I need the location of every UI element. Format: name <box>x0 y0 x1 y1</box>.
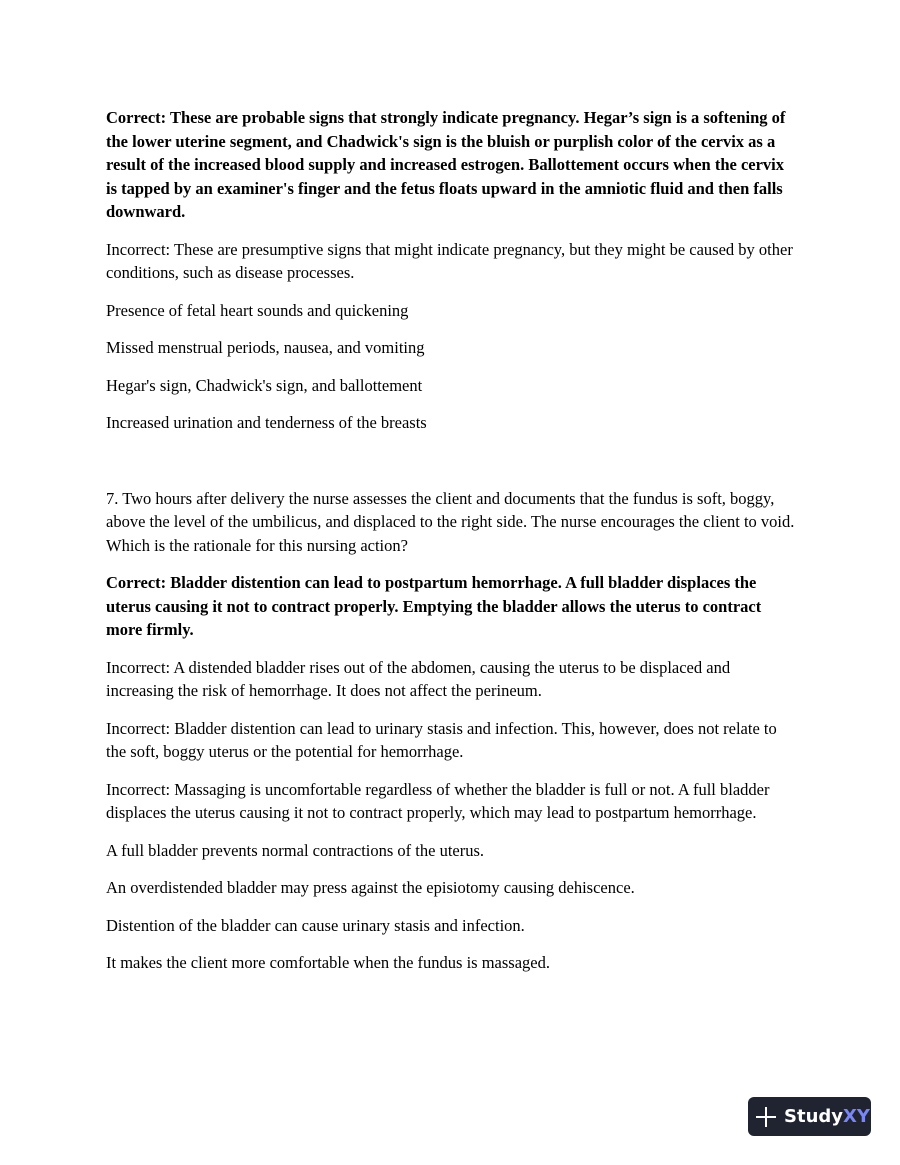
answer-option: An overdistended bladder may press against the episiotomy causing dehiscence. <box>106 878 635 897</box>
correct-rationale: Correct: These are probable signs that strongly indicate pregnancy. Hegar’s sign is a softening of the lower uterine segment, and Chadwick's sign is the bluish or purplish color of the cervix as a result of the increased blood supply and increased estrogen. Ballottement occurs when the cervix is tapped by an examiner's finger and the fetus floats upward in the amniotic fluid and then falls downward. <box>106 108 786 221</box>
incorrect-rationale: Incorrect: These are presumptive signs that might indicate pregnancy, but they might be caused by other conditions, such as disease processes. <box>106 239 793 282</box>
logo-text-study: Study <box>784 1106 844 1127</box>
answer-option: Presence of fetal heart sounds and quickening <box>106 300 409 320</box>
section-spacer <box>106 449 796 487</box>
answer-option: Distention of the bladder can cause urinary stasis and infection. <box>106 915 525 935</box>
document-page <box>106 106 796 989</box>
correct-rationale: Correct: Bladder distention can lead to postpartum hemorrhage. A full bladder displaces the uterus causing it not to contract properly. Emptying the bladder allows the uterus to contract more firmly. <box>106 573 762 639</box>
incorrect-rationale: Incorrect: Massaging is uncomfortable regardless of whether the bladder is full or not. A full bladder displaces the uterus causing it not to contract properly, which may lead to postpartum hemorrhage. <box>106 779 770 822</box>
question-text: 7. Two hours after delivery the nurse assesses the client and documents that the fundus is soft, boggy, above the level of the umbilicus, and displaced to the right side. The nurse encourages the client to void. Which is the rationale for this nursing action? <box>106 488 795 555</box>
answer-option: Increased urination and tenderness of the breasts <box>106 413 427 432</box>
plus-icon <box>756 1107 776 1127</box>
incorrect-rationale: Incorrect: Bladder distention can lead to urinary stasis and infection. This, however, does not relate to the soft, boggy uterus or the potential for hemorrhage. <box>106 718 777 761</box>
studyxy-logo[interactable] <box>748 1097 871 1136</box>
answer-option: Hegar's sign, Chadwick's sign, and ballottement <box>106 375 423 395</box>
answer-option: Missed menstrual periods, nausea, and vomiting <box>106 338 425 357</box>
logo-text-xy: XY <box>843 1106 870 1127</box>
incorrect-rationale: Incorrect: A distended bladder rises out of the abdomen, causing the uterus to be displaced and increasing the risk of hemorrhage. It does not affect the perineum. <box>106 657 731 700</box>
answer-option: A full bladder prevents normal contractions of the uterus. <box>106 840 485 860</box>
answer-option: It makes the client more comfortable when the fundus is massaged. <box>106 953 550 972</box>
